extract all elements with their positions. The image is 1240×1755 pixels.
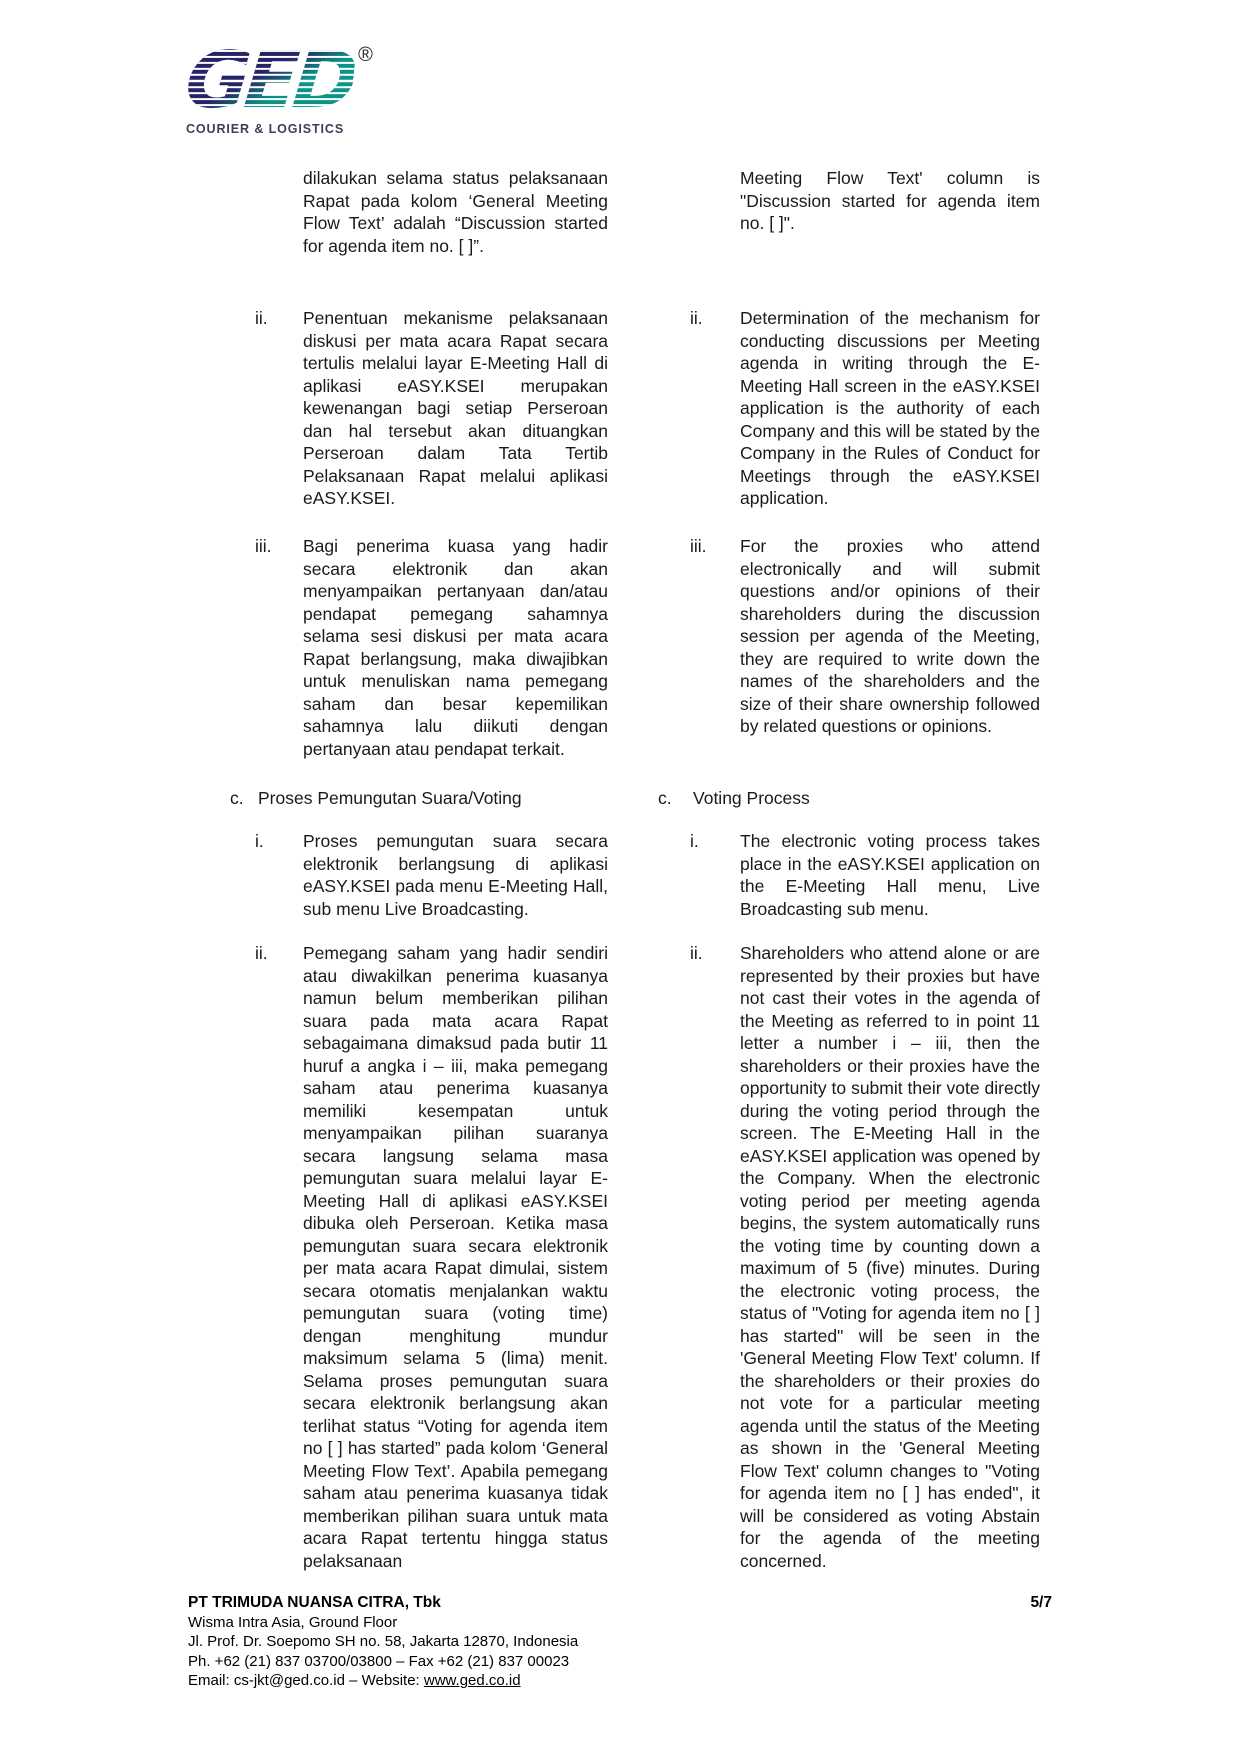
heading-text: Voting Process xyxy=(693,788,810,808)
left-column-cell xyxy=(230,787,608,810)
list-marker: c. xyxy=(658,788,672,808)
address-line: Jl. Prof. Dr. Soepomo SH no. 58, Jakarta 12870, Indonesia xyxy=(188,1633,579,1650)
ged-logo xyxy=(181,36,373,136)
list-item xyxy=(230,830,608,920)
section-row xyxy=(230,307,1040,535)
list-item xyxy=(230,167,608,257)
paragraph-text: Determination of the mechanism for conducting discussions per Meeting agenda in writing through the E-Meeting Hall screen in the eASY.KSEI application is the authority of each Company and this will be stated by the Company in the Rules of Conduct for Meetings through the eASY.KSEI application. xyxy=(740,308,1040,508)
brand-text: GED xyxy=(181,36,358,126)
section-row xyxy=(230,167,1040,307)
list-marker: c. xyxy=(230,788,244,808)
section-heading xyxy=(230,787,608,810)
paragraph-text: For the proxies who attend electronically and will submit questions and/or opinions of their shareholders during the discussion session per agenda of the Meeting, they are required to write down the names of the shareholders and the size of their share ownership followed by related questions or opinions. xyxy=(740,536,1040,736)
logo-tagline: COURIER & LOGISTICS xyxy=(186,122,345,136)
list-item xyxy=(658,535,1040,738)
paragraph-text: Proses pemungutan suara secara elektronik berlangsung di aplikasi eASY.KSEI pada menu E-Meeting Hall, sub menu Live Broadcasting. xyxy=(303,831,608,919)
website-link[interactable]: www.ged.co.id xyxy=(423,1672,521,1689)
section-heading xyxy=(658,787,1040,810)
list-marker: ii. xyxy=(255,943,268,963)
list-item xyxy=(230,535,608,760)
list-marker: iii. xyxy=(690,536,707,556)
address-line: Wisma Intra Asia, Ground Floor xyxy=(188,1613,398,1631)
list-marker: ii. xyxy=(690,943,703,963)
phone-line: Ph. +62 (21) 837 03700/03800 – Fax +62 (21) 837 00023 xyxy=(188,1652,570,1670)
left-column-cell xyxy=(230,167,608,257)
left-column-cell xyxy=(230,942,608,1572)
registered-trademark-icon: ® xyxy=(358,44,373,66)
contact-line xyxy=(188,1671,1052,1691)
list-item xyxy=(230,942,608,1572)
list-item xyxy=(658,942,1040,1572)
document-body xyxy=(230,167,1040,1572)
footer-top-row xyxy=(188,1593,1052,1613)
list-item xyxy=(230,307,608,510)
paragraph-text: The electronic voting process takes place in the eASY.KSEI application on the E-Meeting Hall menu, Live Broadcasting sub menu. xyxy=(740,831,1040,919)
heading-text: Proses Pemungutan Suara/Voting xyxy=(258,788,522,808)
page-number: 5/7 xyxy=(1030,1594,1052,1611)
section-row xyxy=(230,787,1040,830)
paragraph-text: Shareholders who attend alone or are represented by their proxies but have not cast their votes in the agenda of the Meeting as referred to in point 11 letter a number i – iii, then the shareholders or their proxies have the opportunity to submit their vote directly during the voting period through the screen. The E-Meeting Hall in the eASY.KSEI application was opened by the Company. When the electronic voting period per meeting agenda begins, the system automatically runs the voting time by counting down a maximum of 5 (five) minutes. During the electronic voting process, the status of "Voting for agenda item no [ ] has started" will be seen in the 'General Meeting Flow Text' column. If the shareholders or their proxies do not vote for a particular meeting agenda until the status of the Meeting as shown in the 'General Meeting Flow Text' column changes to "Voting for agenda item no [ ] has ended", it will be considered as voting Abstain for the agenda of the meeting concerned. xyxy=(740,943,1040,1571)
section-row xyxy=(230,830,1040,942)
left-column-cell xyxy=(230,830,608,920)
list-marker: ii. xyxy=(255,308,268,328)
list-marker: ii. xyxy=(690,308,703,328)
paragraph-text: Penentuan mekanisme pelaksanaan diskusi per mata acara Rapat secara tertulis melalui layar E-Meeting Hall di aplikasi eASY.KSEI merupakan kewenangan bagi setiap Perseroan dan hal tersebut akan dituangkan Perseroan dalam Tata Tertib Pelaksanaan Rapat melalui aplikasi eASY.KSEI. xyxy=(303,308,608,508)
left-column-cell xyxy=(230,307,608,510)
right-column-cell xyxy=(658,942,1040,1572)
list-marker: i. xyxy=(255,831,264,851)
list-item xyxy=(658,830,1040,920)
right-column-cell xyxy=(658,535,1040,738)
left-column-cell xyxy=(230,535,608,760)
paragraph-text: Pemegang saham yang hadir sendiri atau diwakilkan penerima kuasanya namun belum memberikan pilihan suara pada mata acara Rapat sebagaimana dimaksud pada butir 11 huruf a angka i – iii, maka pemegang saham atau penerima kuasanya memiliki kesempatan untuk menyampaikan pilihan suaranya secara langsung selama masa pemungutan suara melalui layar E-Meeting Hall di aplikasi eASY.KSEI dibuka oleh Perseroan. Ketika masa pemungutan suara secara elektronik per mata acara Rapat dimulai, sistem secara otomatis menjalankan waktu pemungutan suara (voting time) dengan menghitung mundur maksimum selama 5 (lima) menit. Selama proses pemungutan suara secara elektronik berlangsung akan terlihat status “Voting for agenda item no [ ] has started” pada kolom ‘General Meeting Flow Text’. Apabila pemegang saham atau penerima kuasanya tidak memberikan pilihan suara untuk mata acara Rapat tertentu hingga status pelaksanaan xyxy=(303,943,608,1571)
right-column-cell xyxy=(658,307,1040,510)
right-column-cell xyxy=(658,830,1040,920)
paragraph-text: Meeting Flow Text' column is "Discussion started for agenda item no. [ ]". xyxy=(740,168,1040,233)
paragraph-text: dilakukan selama status pelaksanaan Rapat pada kolom ‘General Meeting Flow Text’ adalah “Discussion started for agenda item no. [ ]”. xyxy=(303,168,608,256)
list-item xyxy=(658,167,1040,235)
logo-brand-row xyxy=(181,36,373,126)
section-row xyxy=(230,535,1040,787)
right-column-cell xyxy=(658,167,1040,235)
paragraph-text: Bagi penerima kuasa yang hadir secara elektronik dan akan menyampaikan pertanyaan dan/atau pendapat pemegang sahamnya selama sesi diskusi per mata acara Rapat berlangsung, maka diwajibkan untuk menuliskan nama pemegang saham dan besar kepemilikan sahamnya lalu diikuti dengan pertanyaan atau pendapat terkait. xyxy=(303,536,608,759)
right-column-cell xyxy=(658,787,1040,810)
list-item xyxy=(658,307,1040,510)
section-row xyxy=(230,942,1040,1572)
footer xyxy=(188,1593,1052,1691)
list-marker: i. xyxy=(690,831,699,851)
list-marker: iii. xyxy=(255,536,272,556)
contact-prefix: Email: cs-jkt@ged.co.id – Website: xyxy=(188,1672,424,1689)
company-name: PT TRIMUDA NUANSA CITRA, Tbk xyxy=(188,1594,441,1611)
